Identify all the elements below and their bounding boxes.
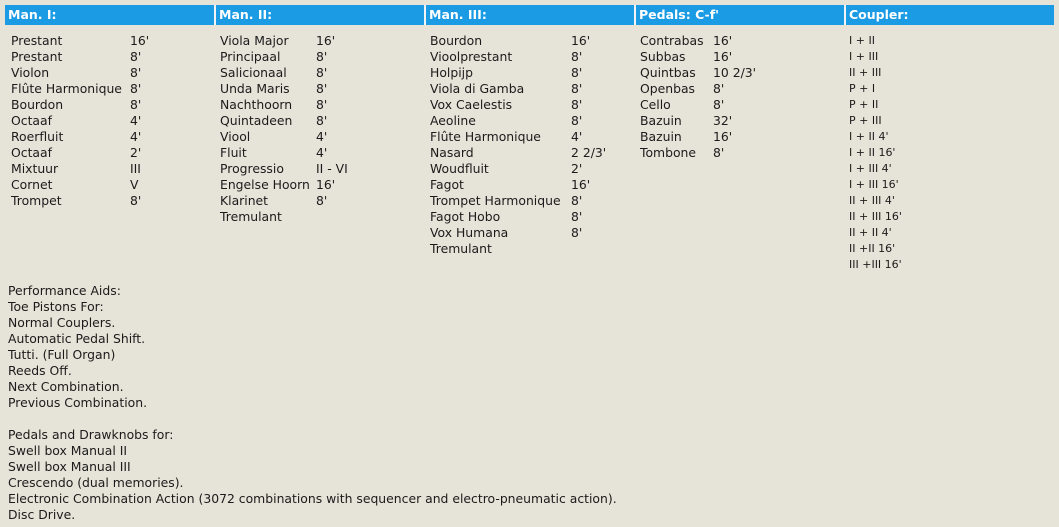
stop-size: 8' xyxy=(571,49,583,64)
stop-name: Trompet xyxy=(11,193,62,208)
stop-size: III xyxy=(130,161,141,176)
coupler-item: II + III 16' xyxy=(849,210,902,223)
stop-size: II - VI xyxy=(316,161,348,176)
stop-name: Fluit xyxy=(220,145,247,160)
stop-size: 8' xyxy=(571,65,583,80)
stop-name: Prestant xyxy=(11,49,63,64)
stop-size: V xyxy=(130,177,139,192)
coupler-item: P + II xyxy=(849,98,879,111)
coupler-item: II + III xyxy=(849,66,882,79)
stop-name: Vioolprestant xyxy=(430,49,513,64)
stop-size: 16' xyxy=(316,177,336,192)
stop-name: Bourdon xyxy=(430,33,483,48)
stop-row xyxy=(430,225,630,241)
stop-size: 16' xyxy=(571,33,591,48)
stop-name: Tremulant xyxy=(220,209,282,224)
stop-row xyxy=(430,113,630,129)
stop-size: 8' xyxy=(316,81,328,96)
stop-row xyxy=(11,113,206,129)
stop-size: 8' xyxy=(571,97,583,112)
stop-name: Viool xyxy=(220,129,251,144)
stop-row xyxy=(220,161,415,177)
stop-size: 8' xyxy=(571,193,583,208)
stop-size: 8' xyxy=(713,145,725,160)
stop-name: Viola di Gamba xyxy=(430,81,525,96)
stop-row xyxy=(11,177,206,193)
stop-name: Nasard xyxy=(430,145,474,160)
stop-name: Subbas xyxy=(640,49,686,64)
stop-row xyxy=(430,33,630,49)
stop-row xyxy=(220,193,415,209)
stop-row xyxy=(220,113,415,129)
stop-row xyxy=(11,129,206,145)
note-line xyxy=(8,411,617,427)
stop-row xyxy=(430,129,630,145)
stop-name: Fagot xyxy=(430,177,464,192)
stop-size: 8' xyxy=(316,49,328,64)
stop-size: 32' xyxy=(713,113,733,128)
coupler-item: I + II xyxy=(849,34,875,47)
stop-size: 8' xyxy=(130,81,142,96)
note-line: Tutti. (Full Organ) xyxy=(8,347,116,362)
stop-row xyxy=(11,193,206,209)
stop-name: Roerfluit xyxy=(11,129,64,144)
performance-aids-notes xyxy=(8,283,617,523)
stop-size: 16' xyxy=(571,177,591,192)
coupler-item: I + III xyxy=(849,50,879,63)
stop-size: 8' xyxy=(571,113,583,128)
stop-name: Viola Major xyxy=(220,33,289,48)
stop-name: Quintbas xyxy=(640,65,696,80)
stop-size: 8' xyxy=(571,209,583,224)
stop-name: Vox Humana xyxy=(430,225,509,240)
stop-size: 8' xyxy=(571,81,583,96)
stop-row xyxy=(220,209,415,225)
coupler-item: I + II 4' xyxy=(849,130,889,143)
stop-size: 16' xyxy=(713,49,733,64)
stop-size: 4' xyxy=(130,113,142,128)
stop-name: Bourdon xyxy=(11,97,64,112)
stop-name: Klarinet xyxy=(220,193,269,208)
note-line: Reeds Off. xyxy=(8,363,72,378)
stop-name: Unda Maris xyxy=(220,81,290,96)
stop-row xyxy=(640,49,835,65)
stop-row xyxy=(430,65,630,81)
stop-row xyxy=(220,129,415,145)
stop-name: Contrabas xyxy=(640,33,704,48)
stop-row xyxy=(11,65,206,81)
stop-row xyxy=(430,145,630,161)
stop-size: 8' xyxy=(130,97,142,112)
stop-size: 4' xyxy=(316,129,328,144)
coupler-item: II + III 4' xyxy=(849,194,895,207)
stop-row xyxy=(220,65,415,81)
stop-size: 10 2/3' xyxy=(713,65,757,80)
note-line: Swell box Manual II xyxy=(8,443,128,458)
stop-name: Octaaf xyxy=(11,145,52,160)
stop-size: 8' xyxy=(316,113,328,128)
stop-size: 8' xyxy=(571,225,583,240)
stop-size: 2' xyxy=(571,161,583,176)
man1-stop-list xyxy=(11,33,206,209)
note-line: Electronic Combination Action (3072 combinations with sequencer and electro-pneumatic action). xyxy=(8,491,617,506)
stop-name: Prestant xyxy=(11,33,63,48)
stop-size: 4' xyxy=(316,145,328,160)
note-line: Pedals and Drawknobs for: xyxy=(8,427,174,442)
note-line: Crescendo (dual memories). xyxy=(8,475,184,490)
stop-name: Cornet xyxy=(11,177,53,192)
note-line: Disc Drive. xyxy=(8,507,76,522)
man3-stop-list xyxy=(430,33,630,257)
note-line: Next Combination. xyxy=(8,379,124,394)
coupler-list xyxy=(849,33,1044,273)
stop-name: Holpijp xyxy=(430,65,473,80)
header-man3: Man. III: xyxy=(424,5,634,25)
stop-name: Flûte Harmonique xyxy=(11,81,122,96)
stop-name: Engelse Hoorn xyxy=(220,177,310,192)
stop-size: 4' xyxy=(571,129,583,144)
stop-name: Vox Caelestis xyxy=(430,97,513,112)
coupler-item: P + III xyxy=(849,114,882,127)
stop-name: Openbas xyxy=(640,81,696,96)
stop-row xyxy=(640,113,835,129)
stop-row xyxy=(11,97,206,113)
stop-size: 16' xyxy=(316,33,336,48)
header-pedals: Pedals: C-f' xyxy=(634,5,844,25)
note-line: Normal Couplers. xyxy=(8,315,116,330)
stop-row xyxy=(11,145,206,161)
stop-row xyxy=(640,33,835,49)
stop-row xyxy=(430,49,630,65)
stop-name: Trompet Harmonique xyxy=(430,193,561,208)
pedals-stop-list xyxy=(640,33,835,161)
stop-size: 8' xyxy=(713,81,725,96)
stop-row xyxy=(430,97,630,113)
stop-row xyxy=(430,209,630,225)
note-line: Swell box Manual III xyxy=(8,459,131,474)
stop-row xyxy=(430,161,630,177)
stop-name: Bazuin xyxy=(640,113,682,128)
stop-row xyxy=(220,49,415,65)
note-line: Automatic Pedal Shift. xyxy=(8,331,146,346)
stop-name: Fagot Hobo xyxy=(430,209,501,224)
note-line: Toe Pistons For: xyxy=(8,299,104,314)
coupler-item: III +III 16' xyxy=(849,258,902,271)
stop-name: Quintadeen xyxy=(220,113,293,128)
stop-row xyxy=(220,145,415,161)
stop-row xyxy=(430,241,630,257)
stop-size: 8' xyxy=(130,49,142,64)
stop-size: 16' xyxy=(130,33,150,48)
header-man1: Man. I: xyxy=(5,5,214,25)
stop-row xyxy=(11,161,206,177)
stop-size: 8' xyxy=(713,97,725,112)
stop-row xyxy=(220,177,415,193)
man2-stop-list xyxy=(220,33,415,225)
stop-size: 4' xyxy=(130,129,142,144)
stop-name: Flûte Harmonique xyxy=(430,129,541,144)
stop-name: Aeoline xyxy=(430,113,476,128)
stop-row xyxy=(640,81,835,97)
stop-name: Octaaf xyxy=(11,113,52,128)
stop-name: Tremulant xyxy=(430,241,492,256)
stop-size: 16' xyxy=(713,33,733,48)
stop-row xyxy=(220,81,415,97)
stop-name: Principaal xyxy=(220,49,281,64)
header-man2: Man. II: xyxy=(214,5,424,25)
coupler-item: I + III 4' xyxy=(849,162,892,175)
stop-name: Salicionaal xyxy=(220,65,287,80)
stop-size: 8' xyxy=(130,193,142,208)
header-coupler: Coupler: xyxy=(844,5,1054,25)
stop-size: 2 2/3' xyxy=(571,145,607,160)
note-line: Performance Aids: xyxy=(8,283,121,298)
coupler-item: II + II 4' xyxy=(849,226,892,239)
stop-row xyxy=(220,97,415,113)
stop-row xyxy=(640,65,835,81)
stop-name: Woudfluit xyxy=(430,161,489,176)
note-line: Previous Combination. xyxy=(8,395,148,410)
stop-row xyxy=(220,33,415,49)
stop-size: 16' xyxy=(713,129,733,144)
stop-row xyxy=(430,81,630,97)
stop-row xyxy=(11,49,206,65)
stop-name: Bazuin xyxy=(640,129,682,144)
stop-name: Cello xyxy=(640,97,671,112)
header-bar xyxy=(5,5,1054,25)
coupler-item: P + I xyxy=(849,82,876,95)
stop-row xyxy=(430,177,630,193)
stop-row xyxy=(640,97,835,113)
stop-size: 8' xyxy=(316,65,328,80)
stop-row xyxy=(640,145,835,161)
coupler-item: I + III 16' xyxy=(849,178,899,191)
stop-row xyxy=(430,193,630,209)
stop-name: Tombone xyxy=(640,145,697,160)
stop-row xyxy=(11,81,206,97)
stop-name: Mixtuur xyxy=(11,161,59,176)
coupler-item: I + II 16' xyxy=(849,146,896,159)
stop-row xyxy=(640,129,835,145)
stop-name: Nachthoorn xyxy=(220,97,293,112)
stop-name: Violon xyxy=(11,65,50,80)
stop-size: 2' xyxy=(130,145,142,160)
stop-size: 8' xyxy=(130,65,142,80)
coupler-item: II +II 16' xyxy=(849,242,896,255)
stop-row xyxy=(11,33,206,49)
stop-size: 8' xyxy=(316,193,328,208)
stop-size: 8' xyxy=(316,97,328,112)
stop-name: Progressio xyxy=(220,161,284,176)
